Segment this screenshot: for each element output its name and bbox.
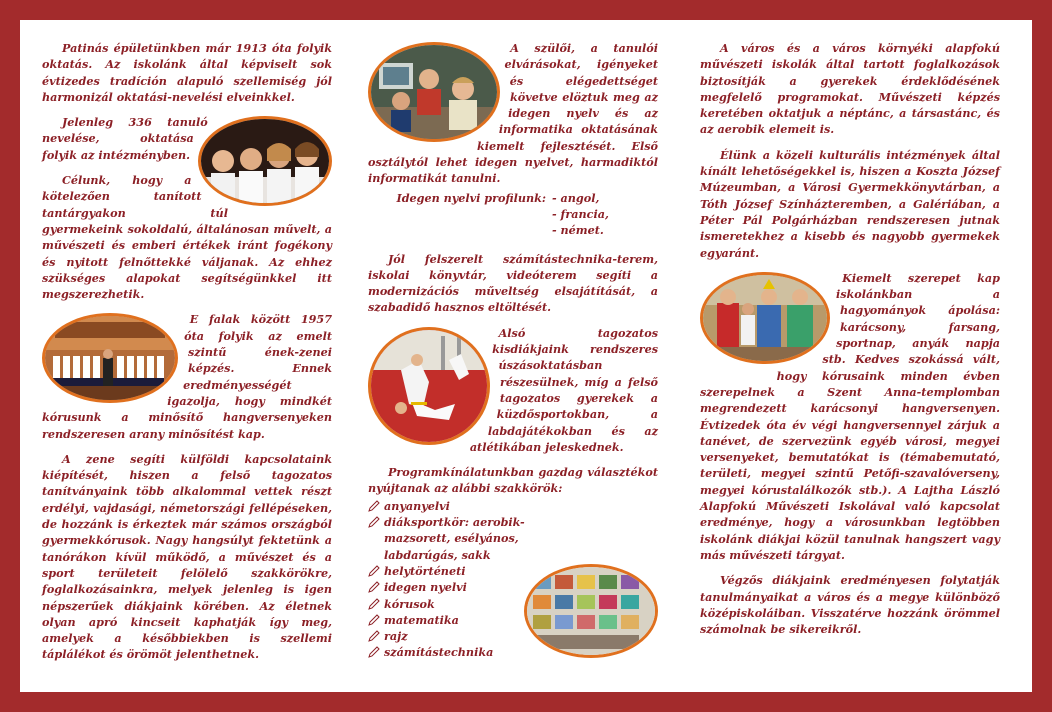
computer-lab-image <box>371 45 497 139</box>
list-item: idegen nyelvi <box>368 579 658 595</box>
pencil-bullet-icon <box>368 630 380 642</box>
carnival-photo <box>700 272 830 364</box>
pencil-bullet-icon <box>368 598 380 610</box>
list-item: labdarúgás, sakk <box>384 547 491 562</box>
carnival-image <box>703 275 827 361</box>
international-contacts-paragraph: A zene segíti külföldi kapcsolataink kiépítését, hiszen a felső tagozatos tanítványaink több alkalommal vettek részt erdélyi, vajdasági, németországi fellépéseken, de hozzánk is érkeztek már számos országból gyermekkórusok. Nagy hangsúlyt fektetünk a tanórákon kívül működő, a művészet és a sport területeit felölelő szakkörökre, foglalkozásainkra, melyek jelenleg is igen népszerűek diákjaink körében. Az életnek olyan apró kincseit kaphatják így meg, amelyek a későbbiekben is szellemi táplálékot és örömöt jelenthetnek. <box>42 451 332 662</box>
pencil-bullet-icon <box>368 581 380 593</box>
brochure-page <box>20 20 1032 692</box>
pencil-bullet-icon <box>368 646 380 658</box>
pencil-bullet-icon <box>368 516 380 528</box>
language-row <box>368 206 658 222</box>
list-item: matematika <box>368 612 658 628</box>
clubs-intro-paragraph: Programkínálatunkban gazdag választékot nyújtanak az alábbi szakkörök: <box>368 465 658 496</box>
pencil-bullet-icon <box>368 500 380 512</box>
language-row <box>368 190 658 206</box>
language-item: - francia, <box>552 206 609 221</box>
traditions-paragraph: Kiemelt szerepet kap iskolánkban a hagyományok ápolása: karácsony, farsang, sportnap, anyák napja stb. Kedves szokássá vált, hogy kórusaink minden évben szerepelnek a Szent Anna-templomban megrendezett karácsonyi hangversenyen. Évtizedek óta év végi hangversennyel zárjuk a tanévet, de szervezünk egyéb városi, megyei versenyeket, bemutatókat is (témabemutató, területi, megyei szintű Petőfi-szavalóverseny, megyei kórustalálkozók stb.). A Lajtha László Alapfokú Művészeti Iskolával való kapcsolat eredménye, hogy a városunkban legtöbben iskolánk diákjai közül tanulnak hangszert vagy más művészeti tárgyat. <box>700 270 1000 562</box>
list-item: kórusok <box>368 596 658 612</box>
list-item: anyanyelvi <box>368 498 658 514</box>
language-row <box>368 222 658 238</box>
sports-paragraph: Alsó tagozatos kisdiákjaink rendszeres úszásoktatásban részesülnek, míg a felső tagozatos gyerekek a küzdősportokban, a labdajátékokban és az atlétikában jeleskednek. <box>469 325 658 454</box>
column-right <box>700 40 1000 646</box>
pencil-bullet-icon <box>368 614 380 626</box>
languages-it-paragraph: A szülői, a tanulói elvárásokat, igényeket és elégedettséget követve elöztuk meg az idegen nyelv és az informatika oktatásának kiemelt fejlesztését. Első osztálytól lehet idegen nyelvet, harmadiktól informatikát tanulni. <box>368 41 658 186</box>
language-profile <box>368 190 658 239</box>
graduates-paragraph: Végzős diákjaink eredményesen folytatják tanulmányaikat a város és a megye különböző középiskoláiban. Visszatérve hozzánk örömmel számolnak be sikereikről. <box>700 573 1000 637</box>
language-profile-label: Idegen nyelvi profilunk: <box>396 190 546 205</box>
cultural-institutions-paragraph: Élünk a közeli kulturális intézmények által kínált lehetőségekkel is, hiszen a Koszta József Múzeumban, a Városi Gyermekkönyvtárban, a Tóth József Színházteremben, a Galériában, a Péter Pál Polgárházban rendszeresen jutnak ismeretekhez a kisebb és nagyobb gyermekek egyaránt. <box>700 147 1000 260</box>
facilities-paragraph: Jól felszerelt számítástechnika-terem, iskolai könyvtár, videóterem segíti a modernizációs műveltség elsajátítását, a szabadidő hasznos eltöltését. <box>368 251 658 315</box>
choir-children-photo <box>198 116 332 206</box>
language-item: - német. <box>552 223 604 238</box>
list-item: számítástechnika <box>368 644 658 660</box>
goals-paragraph: Célunk, hogy a kötelezően tanított tantárgyakon túl gyermekeink sokoldalú, általánosan művelt, a művészeti és emberi értékek iránt fogékony és nyitott felnőttekké váljanak. Az ehhez szükséges alapokat segítségünkkel itt megszerezhetik. <box>42 173 332 302</box>
pencil-bullet-icon <box>368 565 380 577</box>
music-education-paragraph: E falak között 1957 óta folyik az emelt szintű ének-zenei képzés. Ennek eredményességét igazolja, hogy mindkét kórusunk a minősítő hangversenyeken rendszeresen arany minősítést kap. <box>42 312 332 441</box>
list-item: diáksportkör: aerobik-mazsorett, esélyános, <box>368 514 658 547</box>
list-item: rajz <box>368 628 658 644</box>
language-item: - angol, <box>552 190 600 205</box>
art-schools-paragraph: A város és a város környéki alapfokú művészeti iskolák által tartott foglalkozások biztosítják a gyerekek érdeklődésének megfelelő programokat. Művészeti képzés keretében oktatjuk a néptánc, a társastánc, és az aerobik elemeit is. <box>700 41 1000 137</box>
column-left <box>42 40 332 672</box>
column-middle <box>368 40 658 662</box>
list-item: helytörténeti <box>368 563 658 579</box>
judo-image <box>371 330 487 442</box>
choir-children-image <box>201 119 329 203</box>
judo-photo <box>368 327 490 445</box>
history-paragraph: Patinás épületünkben már 1913 óta folyik oktatás. Az iskolánk által képviselt sok évtizedes tradíción alapuló szellemiség jól harmonizál oktatási-nevelési elveinkkel. <box>42 41 332 104</box>
concert-choir-photo <box>42 313 178 403</box>
clubs-list <box>368 498 658 661</box>
students-count-paragraph: Jelenleg 336 tanuló nevelése, oktatása folyik az intézményben. <box>42 115 208 162</box>
concert-choir-image <box>45 316 175 400</box>
computer-lab-photo <box>368 42 500 142</box>
